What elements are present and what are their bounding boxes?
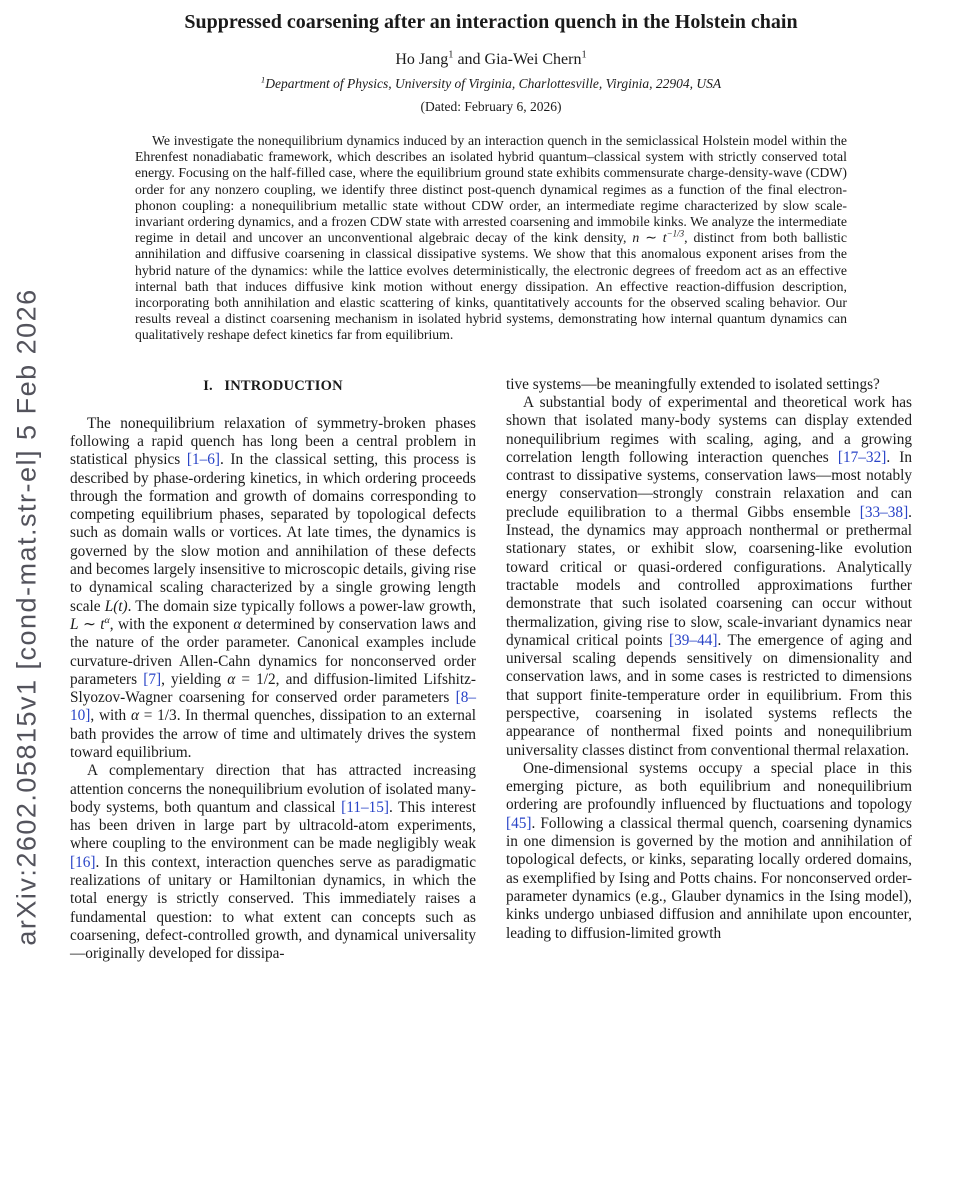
citation-link[interactable]: [45] — [506, 814, 532, 832]
citation-link[interactable]: [39–44] — [669, 631, 718, 649]
affiliation-line: $^1$Department of Physics, University of Virginia, Charlottesville, Virginia, 22904, USA — [260, 74, 722, 91]
arxiv-stamp: arXiv:2602.05815v1 [cond-mat.str-el] 5 Feb 2026 — [11, 288, 42, 946]
paragraph: The nonequilibrium relaxation of symmetry-broken phases following a rapid quench has long been a central problem in statistical physics [1–6]. In the classical setting, this process is described by phase-ordering kinetics, in which ordering proceeds through the formation and growth of domains corresponding to competing equilibrium phases, separated by topological defects such as domain walls or vortices. At late times, the dynamics is governed by the slow motion and annihilation of these defects and becomes largely insensitive to microscopic details, giving rise to dynamical scaling characterized by a single growing length scale L(t). The domain size typically follows a power-law growth, L ∼ $t^\alpha$, with the exponent α determined by conservation laws and the nature of the order parameter. Canonical examples include curvature-driven Allen-Cahn dynamics for nonconserved order parameters [7], yielding α = 1/2, and diffusion-limited Lifshitz-Slyozov-Wagner coarsening for conserved order parameters [8–10], with α = 1/3. In thermal quenches, dissipation to an external bath provides the arrow of time and ultimately drives the system toward equilibrium. — [70, 414, 476, 761]
superscript: α — [104, 614, 110, 626]
math-inline: α — [227, 670, 236, 688]
citation-link[interactable]: [1–6] — [186, 451, 220, 469]
paper-title: Suppressed coarsening after an interaction quench in the Holstein chain — [184, 11, 798, 33]
math-inline: n — [632, 230, 640, 246]
left-column-paragraphs — [70, 415, 476, 964]
math-inline: α — [233, 615, 242, 633]
paragraph: One-dimensional systems occupy a special place in this emerging picture, as both equilibrium and nonequilibrium ordering are profoundly influenced by fluctuations and topology [45]. Following a classical thermal quench, coarsening dynamics in one dimension is governed by the motion and annihilation of topological defects, or kinks, separating locally ordered domains, as exemplified by Ising and Potts chains. For nonconserved order-parameter dynamics (e.g., Glauber dynamics in the Ising model), kinks undergo unbiased diffusion and annihilate upon encounter, leading to diffusion-limited growth — [506, 759, 912, 942]
math-inline: L(t) — [104, 597, 128, 615]
section-heading-introduction: I. INTRODUCTION — [203, 377, 343, 394]
two-column-body — [70, 376, 912, 964]
citation-link[interactable]: [33–38] — [859, 503, 909, 521]
superscript: −1/3 — [666, 228, 685, 239]
authors-line: Ho Jang$^1$ and Gia-Wei Chern$^1$ — [395, 49, 587, 68]
right-column — [506, 376, 912, 964]
citation-link[interactable]: [11–15] — [341, 798, 390, 816]
math-inline: L — [70, 615, 79, 633]
paragraph: A substantial body of experimental and theoretical work has shown that isolated many-body systems can display extended nonequilibrium regimes with scaling, aging, and a growing correlation length following interaction quenches [17–32]. In contrast to dissipative systems, conservation laws—most notably energy conservation—strongly constrain relaxation and can preclude equilibration to a thermal Gibbs ensemble [33–38]. Instead, the dynamics may approach nonthermal or prethermal stationary states, or exhibit slow, coarsening-like evolution toward critical or quasi-ordered configurations. Analytically tractable models and controlled approximations further demonstrate that such isolated coarsening can occur without thermalization, giving rise to slow, scale-invariant dynamics near dynamical critical points [39–44]. The emergence of aging and universal scaling depends sensitively on dimensionality and conservation laws, and in some cases is restricted to dimensions that support finite-temperature order in equilibrium. From this perspective, coarsening in isolated systems reflects the appearance of nonthermal fixed points and nonequilibrium universality classes distinct from conventional thermal relaxation. — [506, 393, 912, 759]
math-inline: t — [100, 615, 105, 633]
superscript: 1 — [448, 49, 454, 61]
superscript: 1 — [581, 49, 587, 61]
date-line: (Dated: February 6, 2026) — [420, 99, 562, 114]
citation-link[interactable]: [16] — [70, 853, 96, 871]
citation-link[interactable]: [8–10] — [70, 689, 476, 725]
citation-link[interactable]: [17–32] — [837, 448, 887, 466]
abstract: We investigate the nonequilibrium dynamics induced by an interaction quench in the semiclassical Holstein model within the Ehrenfest nonadiabatic framework, which describes an isolated hybrid quantum–classical system with strictly conserved total energy. Focusing on the half-filled case, where the equilibrium ground state exhibits commensurate charge-density-wave (CDW) order for any nonzero coupling, we identify three distinct post-quench dynamical regimes as a function of the final electron-phonon coupling: a nonequilibrium metallic state without CDW order, an intermediate regime characterized by slow scale-invariant ordering dynamics, and a frozen CDW state with arrested coarsening and immobile kinks. We analyze the intermediate regime in detail and uncover an unconventional algebraic decay of the kink density, n ∼ $t^{-1/3}$, distinct from both ballistic annihilation and diffusive coarsening in classical dissipative systems. We show that this anomalous exponent arises from the hybrid nature of the dynamics: while the lattice evolves deterministically, the electronic degrees of freedom act as an effective internal bath that induces diffusive kink motion without energy dissipation. An effective reaction-diffusion description, incorporating both annihilation and elastic scattering of kinks, quantitatively accounts for the observed scaling behavior. Our results reveal a distinct coarsening mechanism in isolated hybrid systems, demonstrating how internal quantum dynamics can qualitatively reshape defect kinetics far from equilibrium. — [135, 133, 847, 343]
math-inline: α — [130, 707, 139, 725]
paragraph: A complementary direction that has attracted increasing attention concerns the nonequilibrium evolution of isolated many-body systems, both quantum and classical [11–15]. This interest has been driven in large part by ultracold-atom experiments, where coupling to the environment can be made negligibly weak [16]. In this context, interaction quenches serve as paradigmatic realizations of unitary or Hamiltonian dynamics, in which the total energy is strictly conserved. This immediately raises a fundamental question: to what extent can concepts such as coarsening, defect-controlled growth, and dynamical universality—originally developed for dissipa- — [70, 762, 476, 963]
math-inline: t — [662, 230, 667, 246]
right-column-paragraphs — [506, 376, 912, 943]
left-column — [70, 376, 476, 964]
superscript: 1 — [260, 74, 266, 85]
citation-link[interactable]: [7] — [143, 670, 162, 688]
paragraph: tive systems—be meaningfully extended to isolated settings? — [506, 375, 880, 393]
